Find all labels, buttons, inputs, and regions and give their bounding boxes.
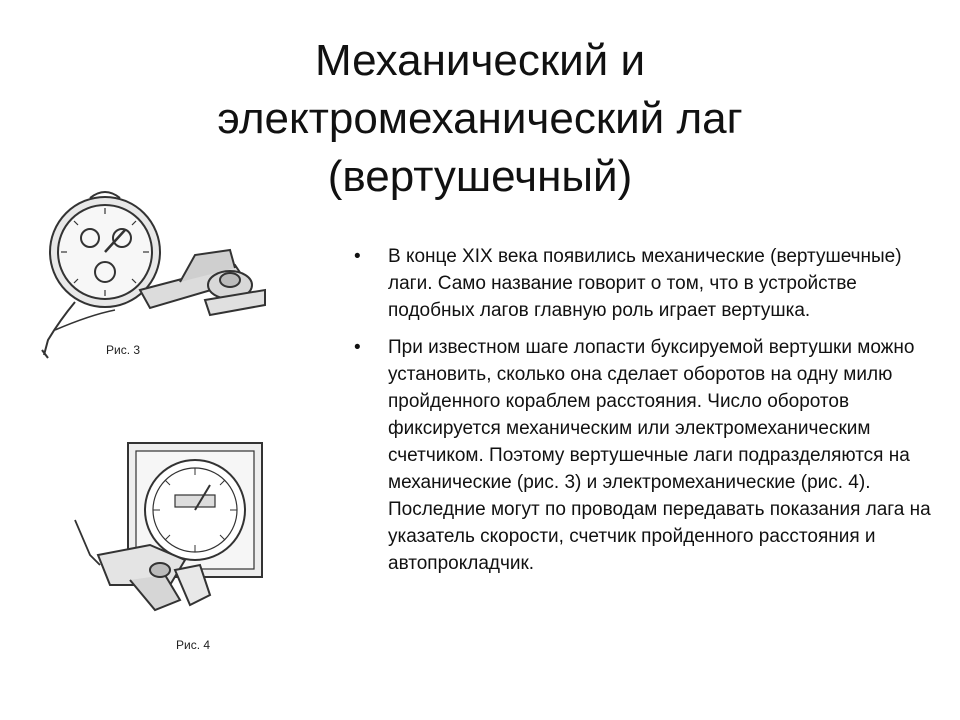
title-line-2: электромеханический лаг — [217, 94, 743, 143]
bullet-list — [350, 243, 940, 587]
figure-3-mechanical-log — [30, 190, 280, 370]
bullet-text: В конце XIX века появились механические (вертушечные) лаги. Само название говорит о том, что в устройстве подобных лагов главную роль играет вертушка. — [388, 246, 902, 321]
bullet-item — [350, 243, 940, 324]
title-line-3: (вертушечный) — [327, 152, 633, 201]
title-line-1: Механический и — [314, 36, 646, 85]
electromechanical-log-counter-illustration — [70, 435, 270, 625]
slide-title — [120, 32, 840, 206]
figure-4-caption: Рис. 4 — [176, 638, 211, 652]
figure-4-electromechanical-log — [70, 435, 270, 625]
figure-3-caption: Рис. 3 — [106, 343, 141, 357]
bullet-marker: • — [354, 246, 361, 267]
bullet-text: При известном шаге лопасти буксируемой вертушки можно установить, сколько она сделает оборотов на одну милю пройденного кораблем расстояния. Число оборотов фиксируется механическим или электромеханическим счетчиком. Поэтому вертушечные лаги подразделяются на механические (рис. 3) и электромеханические (рис. 4). Последние могут по проводам передавать показания лага на указатель скорости, счетчик пройденного расстояния и автопрокладчик. — [388, 337, 931, 574]
bullet-marker: • — [354, 337, 361, 358]
bullet-item — [350, 334, 940, 577]
mechanical-log-dial-illustration — [30, 190, 280, 370]
